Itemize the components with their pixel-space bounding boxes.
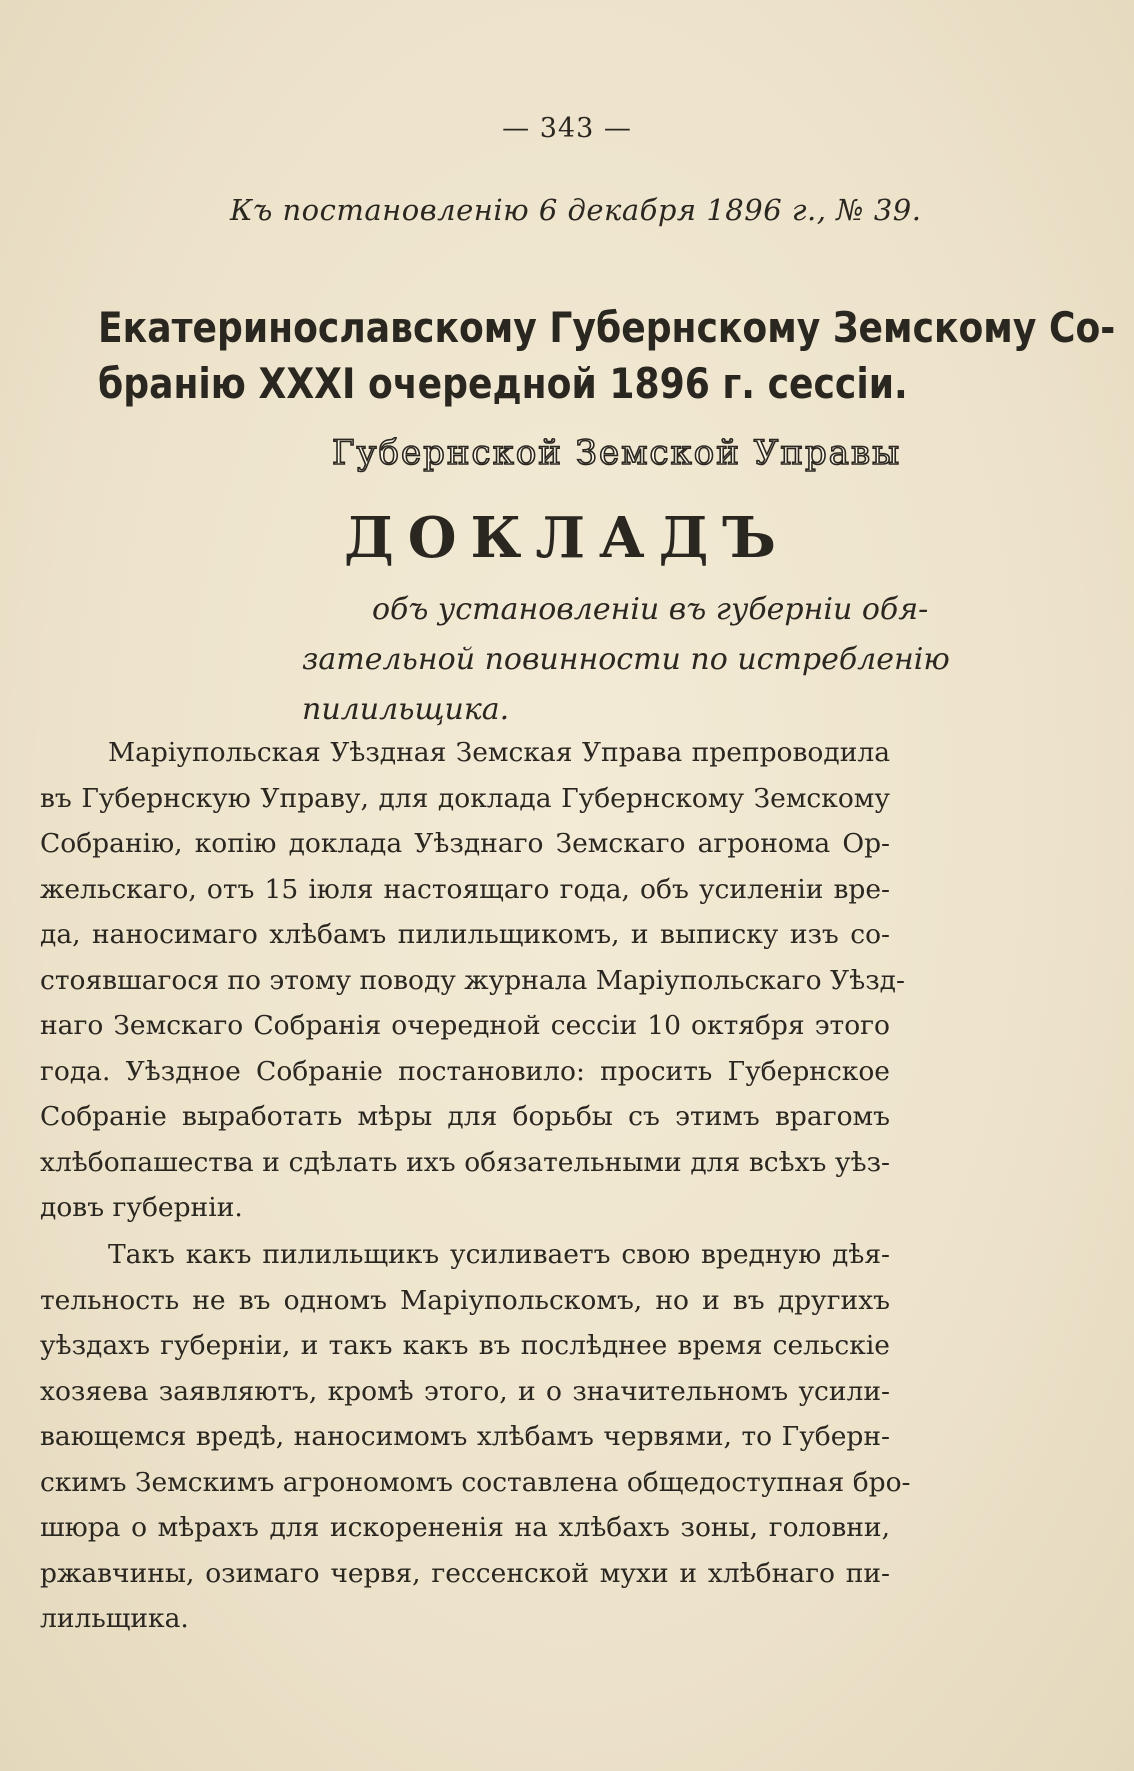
issuer-line: Губернской Земской Управы [332,433,902,473]
body-line: жельскаго, отъ 15 іюля настоящаго года, объ усиленіи вре- [40,873,890,905]
document-title [98,300,1116,412]
body-line: хозяева заявляютъ, кромѣ этого, и о значительномъ усили- [40,1375,890,1407]
body-line: шюра о мѣрахъ для искорененія на хлѣбахъ зоны, головни, [40,1512,890,1543]
body-line: наго Земскаго Собранія очередной сессіи 10 октября этого [40,1010,890,1041]
paragraph-2 [40,1232,911,1642]
body-line: ржавчины, озимаго червя, гессенской мухи и хлѣбнаго пи- [40,1557,890,1589]
subject-line: пилильщика. [302,692,510,727]
body-line: лильщика. [40,1603,189,1634]
body-line: тельность не въ одномъ Маріупольскомъ, но и въ другихъ [40,1284,890,1316]
title-line: Екатеринославскому Губернскому Земскому Со- [98,303,1116,352]
body-line: стоявшагося по этому поводу журнала Маріупольскаго Уѣзд- [40,964,905,996]
body-line: вающемся вредѣ, наносимомъ хлѣбамъ червями, то Губерн- [40,1421,890,1452]
body-line: въ Губернскую Управу, для доклада Губернскому Земскому [40,782,890,814]
paragraph-1 [40,730,905,1231]
report-subject [302,585,950,735]
title-line: бранію XXXI очередной 1896 г. сессіи. [98,359,908,408]
resolution-reference: Къ постановленію 6 декабря 1896 г., № 39. [230,193,922,227]
body-line: Собранію, копію доклада Уѣзднаго Земскаго агронома Ор- [40,828,890,859]
report-heading: ДОКЛАДЪ [343,505,790,571]
body-line: Такъ какъ пилильщикъ усиливаетъ свою вредную дѣя- [108,1239,890,1270]
body-line: довъ губерніи. [40,1192,243,1223]
body-line: хлѣбопашества и сдѣлать ихъ обязательными для всѣхъ уѣз- [40,1146,890,1178]
page-number: — 343 — [502,113,632,144]
subject-line: зательной повинности по истребленію [302,642,950,677]
body-line: года. Уѣздное Собраніе постановило: просить Губернское [40,1055,890,1087]
body-line: Маріупольская Уѣздная Земская Управа препроводила [108,737,890,768]
body-line: Собраніе выработать мѣры для борьбы съ этимъ врагомъ [40,1101,890,1132]
body-line: скимъ Земскимъ агрономомъ составлена общедоступная бро- [40,1466,911,1498]
body-line: да, наносимаго хлѣбамъ пилильщикомъ, и выписку изъ со- [40,919,890,950]
subject-line: объ установленіи въ губерніи обя- [372,592,929,627]
body-line: уѣздахъ губерніи, и такъ какъ въ послѣднее время сельскіе [40,1330,890,1361]
